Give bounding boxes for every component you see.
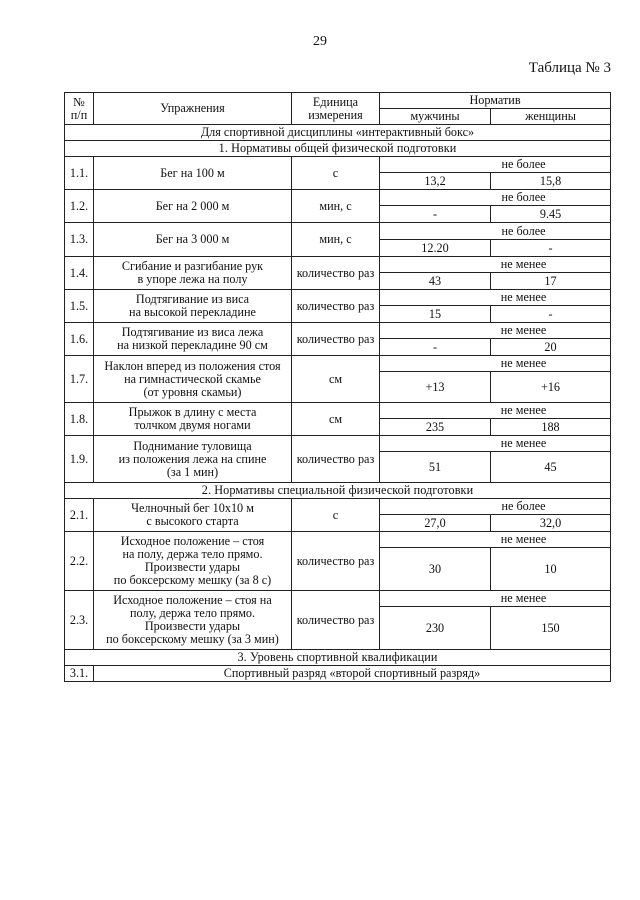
table-caption: Таблица № 3 [528,60,611,76]
unit-of-measure: см [292,356,380,403]
exercise-name: Прыжок в длину с места толчком двумя ногами [94,403,292,436]
table-row [65,591,611,607]
norm-qualifier: не менее [380,257,611,273]
table-row [65,323,611,339]
norm-men: - [380,339,491,356]
unit-of-measure: с [292,499,380,532]
unit-of-measure: мин, с [292,223,380,257]
row-number: 1.7. [65,356,94,403]
exercise-name: Бег на 100 м [94,157,292,190]
norm-women: 15,8 [491,173,611,190]
exercise-name: Сгибание и разгибание рук в упоре лежа на полу [94,257,292,290]
row-number: 1.8. [65,403,94,436]
table-row [65,257,611,273]
norm-qualifier: не более [380,190,611,206]
norm-qualifier: не более [380,157,611,173]
exercise-name: Поднимание туловища из положения лежа на спине (за 1 мин) [94,436,292,483]
qualification-text: Спортивный разряд «второй спортивный разряд» [94,666,611,682]
row-number: 1.4. [65,257,94,290]
row-number: 2.2. [65,532,94,591]
row-number: 1.2. [65,190,94,223]
row-number: 2.3. [65,591,94,650]
unit-of-measure: мин, с [292,190,380,223]
header-row [65,93,611,109]
row-number: 1.5. [65,290,94,323]
norm-women: 188 [491,419,611,436]
norm-women: +16 [491,372,611,403]
section-row [65,141,611,157]
row-number: 3.1. [65,666,94,682]
norm-women: 10 [491,548,611,591]
norm-men: 230 [380,607,491,650]
page-number: 29 [313,34,327,49]
section-row [65,483,611,499]
norm-men: 15 [380,306,491,323]
table-row [65,190,611,206]
table-row [65,356,611,372]
unit-of-measure: количество раз [292,257,380,290]
table-row [65,436,611,452]
norm-women: 17 [491,273,611,290]
norm-men: 235 [380,419,491,436]
row-number: 1.1. [65,157,94,190]
header-women: женщины [491,109,611,125]
row-number: 2.1. [65,499,94,532]
norm-men: - [380,206,491,223]
section-title: 2. Нормативы специальной физической подготовки [65,483,611,499]
norm-women: - [491,240,611,257]
unit-of-measure: количество раз [292,591,380,650]
table-row [65,499,611,515]
exercise-name: Наклон вперед из положения стоя на гимнастической скамье (от уровня скамьи) [94,356,292,403]
unit-of-measure: см [292,403,380,436]
table-row [65,532,611,548]
norms-table-body [65,93,611,682]
section-row [65,650,611,666]
norm-women: 32,0 [491,515,611,532]
table-row [65,290,611,306]
row-number: 1.9. [65,436,94,483]
norm-women: 20 [491,339,611,356]
norm-men: 51 [380,452,491,483]
norm-qualifier: не менее [380,356,611,372]
exercise-name: Челночный бег 10х10 м с высокого старта [94,499,292,532]
norm-men: 13,2 [380,173,491,190]
section-title: 1. Нормативы общей физической подготовки [65,141,611,157]
norm-women: 45 [491,452,611,483]
norm-men: 30 [380,548,491,591]
unit-of-measure: количество раз [292,290,380,323]
row-number: 1.3. [65,223,94,257]
exercise-name: Бег на 3 000 м [94,223,292,257]
norm-women: - [491,306,611,323]
norm-women: 150 [491,607,611,650]
norm-qualifier: не менее [380,290,611,306]
table-row [65,157,611,173]
norm-qualifier: не более [380,499,611,515]
table-row [65,666,611,682]
norm-qualifier: не более [380,223,611,240]
norm-qualifier: не менее [380,436,611,452]
exercise-name: Подтягивание из виса лежа на низкой перекладине 90 см [94,323,292,356]
norm-men: +13 [380,372,491,403]
norm-qualifier: не менее [380,591,611,607]
header-exercise: Упражнения [94,93,292,125]
exercise-name: Исходное положение – стоя на полу, держа тело прямо. Произвести удары по боксерскому мешку (за 8 с) [94,532,292,591]
exercise-name: Бег на 2 000 м [94,190,292,223]
table-row [65,223,611,240]
unit-of-measure: количество раз [292,323,380,356]
norm-qualifier: не менее [380,532,611,548]
norm-men: 27,0 [380,515,491,532]
norms-table [64,92,611,682]
discipline-row [65,125,611,141]
norm-qualifier: не менее [380,403,611,419]
unit-of-measure: с [292,157,380,190]
header-men: мужчины [380,109,491,125]
unit-of-measure: количество раз [292,532,380,591]
header-unit: Единица измерения [292,93,380,125]
discipline-title: Для спортивной дисциплины «интерактивный бокс» [65,125,611,141]
table-row [65,403,611,419]
row-number: 1.6. [65,323,94,356]
norm-women: 9.45 [491,206,611,223]
exercise-name: Подтягивание из виса на высокой перекладине [94,290,292,323]
norm-men: 43 [380,273,491,290]
norm-men: 12.20 [380,240,491,257]
norm-qualifier: не менее [380,323,611,339]
exercise-name: Исходное положение – стоя на полу, держа тело прямо. Произвести удары по боксерскому мешку (за 3 мин) [94,591,292,650]
header-norm: Норматив [380,93,611,109]
header-num: № п/п [65,93,94,125]
unit-of-measure: количество раз [292,436,380,483]
section-title: 3. Уровень спортивной квалификации [65,650,611,666]
